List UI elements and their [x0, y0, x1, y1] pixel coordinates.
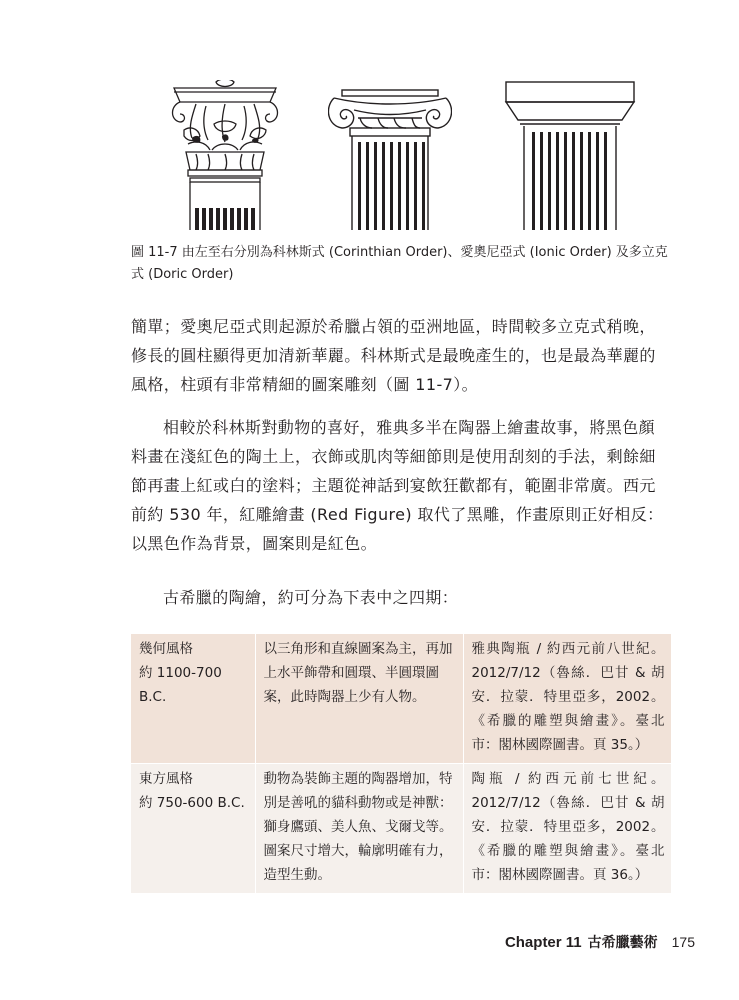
table-row: [131, 634, 671, 764]
doric-column-image: [502, 80, 638, 230]
style-cell: [131, 764, 255, 894]
chapter-label: Chapter 11: [504, 934, 582, 951]
example-cell: 陶瓶 / 約西元前七世紀。2012/7/12（魯絲．巴甘 & 胡安．拉蒙．特里亞多，2002。《希臘的雕塑與繪畫》。臺北市：閣林國際圖書。頁 36。）: [463, 764, 671, 894]
body-paragraph-2: 相較於科林斯對動物的喜好，雅典多半在陶器上繪畫故事，將黑色顏料畫在淺紅色的陶土上，衣飾或肌肉等細節則是使用刮刻的手法，剩餘細節再畫上紅或白的塗料；主題從神話到宴飲狂歡都有，範圍非常廣。西元前約 530 年，紅雕繪畫 (Red Figure) 取代了黑雕，作畫原則正好相反：以黑色作為背景，圖案則是紅色。: [131, 418, 664, 553]
table-row: [131, 764, 671, 894]
corinthian-column-image: [166, 80, 284, 230]
style-period: 約 1100-700 B.C.: [139, 665, 222, 705]
chapter-title: 古希臘藝術: [587, 935, 658, 951]
style-name: 東方風格: [139, 771, 193, 787]
page-number: 175: [671, 934, 695, 950]
figure-caption: 圖 11-7 由左至右分別為科林斯式 (Corinthian Order)、愛奧尼亞式 (Ionic Order) 及多立克式 (Doric Order): [131, 245, 668, 282]
description-cell: 動物為裝飾主題的陶器增加，特別是善吼的貓科動物或是神獸：獅身鷹頭、美人魚、戈爾戈等。圖案尺寸增大，輪廓明確有力，造型生動。: [255, 764, 463, 894]
column-orders-figure: [160, 80, 650, 236]
example-cell: 雅典陶瓶 / 約西元前八世紀。2012/7/12（魯絲．巴甘 & 胡安．拉蒙．特里亞多，2002。《希臘的雕塑與繪畫》。臺北市：閣林國際圖書。頁 35。）: [463, 634, 671, 764]
description-cell: 以三角形和直線圖案為主，再加上水平飾帶和圓環、半圓環圖案，此時陶器上少有人物。: [255, 634, 463, 764]
body-paragraph-3: 古希臘的陶繪，約可分為下表中之四期：: [163, 588, 459, 607]
pottery-periods-table: [131, 634, 672, 894]
ionic-column-image: [328, 80, 452, 230]
style-name: 幾何風格: [139, 641, 193, 657]
body-paragraph-1: 簡單；愛奧尼亞式則起源於希臘占領的亞洲地區，時間較多立克式稍晚，修長的圓柱顯得更加清新華麗。科林斯式是最晚產生的，也是最為華麗的風格，柱頭有非常精細的圖案雕刻（圖 11-7）。: [131, 317, 656, 394]
page-footer: [505, 932, 695, 952]
style-period: 約 750-600 B.C.: [139, 795, 245, 811]
style-cell: [131, 634, 255, 764]
